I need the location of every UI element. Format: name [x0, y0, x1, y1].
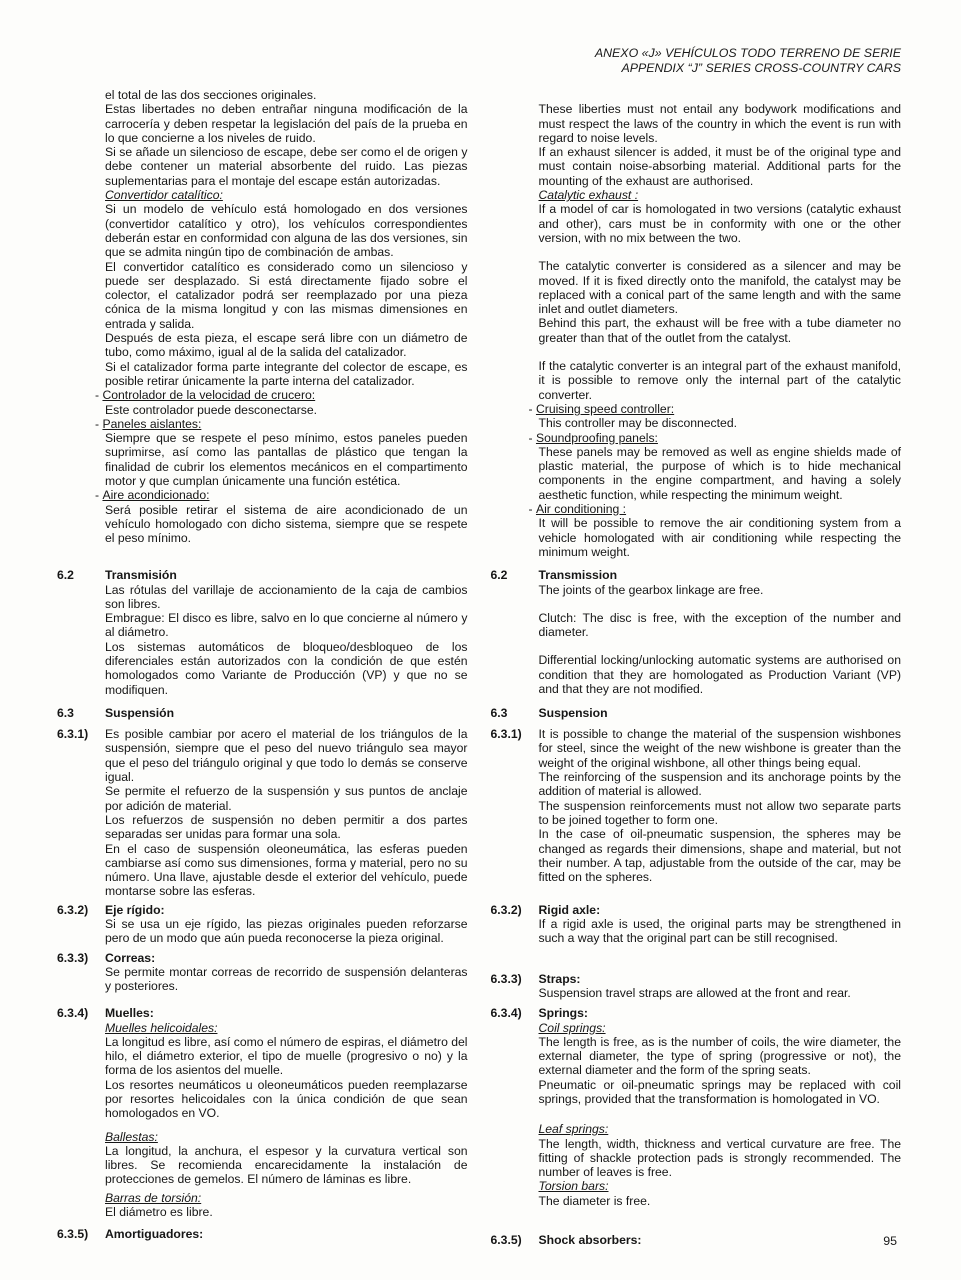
section-row — [57, 706, 901, 720]
section-row — [57, 727, 901, 899]
section-title: Suspensión — [105, 705, 175, 720]
section-number: 6.3.2) — [57, 902, 89, 917]
dash-marker: - — [528, 502, 533, 517]
column-spanish — [57, 88, 468, 102]
section-title: Rigid axle: — [538, 902, 601, 917]
section-title: Suspension — [538, 705, 608, 720]
section-title: Correas: — [105, 950, 156, 965]
subheading: - Cruising speed controller: — [528, 401, 675, 416]
paragraph: Después de esta pieza, el escape será libre con un diámetro de tubo, como máximo, igual al de la salida del catalizador. — [105, 331, 468, 360]
column-english — [491, 903, 902, 946]
section-number: 6.2 — [490, 568, 508, 583]
subheading: - Air conditioning : — [528, 502, 627, 517]
paragraph: Si el catalizador forma parte integrante del colector de escape, es posible retirar únicamente la parte interna del catalizador. — [105, 359, 468, 388]
subheading: Torsion bars: — [538, 1179, 609, 1194]
paragraph: Embrague: El disco es libre, salvo en lo que concierne al número y al diámetro. — [105, 611, 468, 640]
paragraph: Siempre que se respete el peso mínimo, estos paneles pueden suprimirse, así como las pantallas de plástico que tengan la finalidad de cubrir los elementos mecánicos en el compartimento motor y que cumplan únicamente una función estética. — [105, 431, 468, 489]
section-title: Shock absorbers: — [538, 1233, 642, 1248]
section-title: Straps: — [538, 971, 581, 986]
column-spanish — [57, 1006, 468, 1219]
section-row — [57, 102, 901, 559]
section-title: Springs: — [538, 1006, 588, 1021]
paragraph: Se permite el refuerzo de la suspensión y sus puntos de anclaje por adición de material. — [105, 784, 468, 813]
section-number: 6.3.2) — [490, 902, 522, 917]
section-row — [57, 1006, 901, 1219]
paragraph: Las rótulas del varillaje de accionamiento de la caja de cambios son libres. — [105, 582, 468, 611]
column-spanish — [57, 568, 468, 697]
paragraph: Differential locking/unlocking automatic systems are authorised on condition that they are homologated as Production Variant (VP) and that they are not modified. — [538, 653, 901, 696]
paragraph: Es posible cambiar por acero el material de los triángulos de la suspensión, siempre que el peso del nuevo triángulo sea mayor que el peso del triángulo original y que todo lo demás se conserve igual. — [105, 727, 468, 785]
subheading: Muelles helicoidales: — [105, 1020, 218, 1035]
dash-marker: - — [95, 388, 100, 403]
column-english — [491, 706, 902, 720]
paragraph: Pneumatic or oil-pneumatic springs may be replaced with coil springs, provided that the transformation is homologated in VO. — [538, 1077, 901, 1106]
paragraph: Si un modelo de vehículo está homologado en dos versiones (convertidor catalítico y otro), los vehículos correspondientes deberán estar en conformidad con alguna de las dos versiones, sin que se admita ningún tipo de combinación de ambas. — [105, 202, 468, 260]
paragraph: If the catalytic converter is an integral part of the exhaust manifold, it is possible to remove only the internal part of the catalytic converter. — [538, 359, 901, 402]
paragraph: These panels may be removed as well as engine shields made of plastic material, the purpose of which is to hide mechanical components in the engine compartment, and having a solely aesthetic function, while respecting the minimum weight. — [538, 444, 901, 502]
column-spanish — [57, 102, 468, 559]
paragraph: Si se usa un eje rígido, las piezas originales pueden reforzarse pero de un modo que aún pueda reconocerse la pieza original. — [105, 917, 468, 946]
column-spanish — [57, 727, 468, 899]
section-row — [57, 568, 901, 697]
paragraph: The length is free, as is the number of coils, the wire diameter, the external diameter, the type of spring (progressive or not), the external diameter and the form of the spring seats. — [538, 1034, 901, 1078]
column-english — [491, 1006, 902, 1219]
column-spanish — [57, 1227, 468, 1247]
paragraph: El convertidor catalítico es considerado como un silencioso y puede ser desplazado. Si está directamente fijado sobre el colector, el catalizador podrá ser reemplazado por una pieza cónica de la misma longitud y con las mismas dimensiones en entrada y salida. — [105, 259, 468, 331]
paragraph: Los resortes neumáticos u oleoneumáticos pueden reemplazarse por resortes helicoidales con la única condición de que sean homologados en VO. — [105, 1077, 468, 1121]
paragraph: el total de las dos secciones originales. — [105, 88, 317, 102]
paragraph: It will be possible to remove the air conditioning system from a vehicle homologated with air conditioning while respecting the minimum weight. — [538, 516, 901, 559]
paragraph: If a model of car is homologated in two versions (catalytic exhaust and other), cars must be in conformity with one or the other version, with no mix between the two. — [538, 202, 901, 245]
section-title: Eje rígido: — [105, 902, 165, 917]
paragraph: Behind this part, the exhaust will be free with a tube diameter no greater than that of the outlet from the catalyst. — [538, 316, 901, 345]
paragraph: In the case of oil-pneumatic suspension, the spheres may be changed as regards their dimensions, shape and material, but not their number. A tap, adjustable from the outside of the car, may be fitted on the spheres. — [538, 827, 901, 885]
column-english — [491, 88, 902, 102]
section-title: Transmission — [538, 568, 618, 583]
paragraph: Clutch: The disc is free, with the exception of the number and diameter. — [538, 610, 901, 640]
column-english — [491, 568, 902, 697]
paragraph: If an exhaust silencer is added, it must be of the original type and must contain noise-absorbing material. Additional parts for the mounting of the exhaust are authorised. — [538, 145, 901, 188]
paragraph: Si se añade un silencioso de escape, debe ser como el de origen y debe contener un material absorbente del ruido. Las piezas suplementarias para el montaje del escape están autorizadas. — [105, 145, 468, 188]
section-row — [57, 1227, 901, 1247]
section-number: 6.3.5) — [490, 1233, 522, 1248]
subheading: Ballestas: — [105, 1129, 158, 1144]
paragraph: It is possible to change the material of the suspension wishbones for steel, since the weight of the new wishbone is greater than the weight of the original wishbone, all other things being equal. — [538, 727, 901, 770]
paragraph: Los refuerzos de suspensión no deben permitir a dos partes separadas ser unidas para formar una sola. — [105, 812, 468, 842]
paragraph: En el caso de suspensión oleoneumática, las esferas pueden cambiarse así como sus dimensiones, forma y material, pero no su número. Una llave, ajustable desde el exterior del vehículo, puede montarse sobre las esferas. — [105, 841, 468, 899]
section-number: 6.3.1) — [57, 727, 89, 742]
content — [57, 88, 901, 1248]
paragraph: Suspension travel straps are allowed at the front and rear. — [538, 985, 851, 1000]
subheading: Coil springs: — [538, 1020, 606, 1035]
section-number: 6.3.4) — [57, 1006, 89, 1021]
dash-marker: - — [528, 401, 533, 416]
section-title: Transmisión — [105, 568, 177, 583]
subheading: - Paneles aislantes: — [95, 416, 202, 431]
subheading: Catalytic exhaust : — [538, 188, 639, 203]
subheading: Leaf springs: — [538, 1122, 609, 1137]
section-number: 6.3 — [490, 705, 508, 720]
subheading: Barras de torsión: — [105, 1190, 202, 1205]
paragraph: The suspension reinforcements must not allow two separate parts to be joined together to form one. — [538, 798, 901, 827]
paragraph: Estas libertades no deben entrañar ninguna modificación de la carrocería y deben respetar la legislación del país de la prueba en lo que concierne a los niveles de ruido. — [105, 102, 468, 145]
paragraph: The length, width, thickness and vertical curvature are free. The fitting of shackle protection pads is strongly recommended. The number of leaves is free. — [538, 1136, 901, 1180]
section-number: 6.3.5) — [57, 1227, 89, 1242]
page-header — [595, 46, 901, 75]
section-number: 6.2 — [57, 568, 74, 583]
section-number: 6.3.3) — [490, 971, 522, 986]
paragraph: Este controlador puede desconectarse. — [105, 402, 318, 417]
section-number: 6.3.3) — [57, 950, 89, 965]
dash-marker: - — [528, 430, 533, 445]
column-spanish — [57, 903, 468, 946]
column-english — [491, 972, 902, 1001]
paragraph: The diameter is free. — [538, 1193, 651, 1208]
header-title-english: APPENDIX “J” SERIES CROSS-COUNTRY CARS — [621, 60, 901, 75]
subheading: - Aire acondicionado: — [95, 488, 210, 503]
paragraph: If a rigid axle is used, the original parts may be strengthened in such a way that the original part can be still recognised. — [538, 917, 901, 946]
section-number: 6.3.1) — [490, 727, 522, 742]
paragraph: El diámetro es libre. — [105, 1205, 213, 1220]
paragraph: Será posible retirar el sistema de aire acondicionado de un vehículo homologado con dicho sistema, siempre que se respete el peso mínimo. — [105, 502, 468, 546]
column-english — [491, 1233, 902, 1247]
paragraph: Se permite montar correas de recorrido de suspensión delanteras y posteriores. — [105, 964, 468, 994]
dash-marker: - — [95, 416, 100, 431]
column-spanish — [57, 951, 468, 1001]
section-title: Muelles: — [105, 1006, 154, 1021]
paragraph: This controller may be disconnected. — [538, 416, 737, 431]
section-number: 6.3.4) — [490, 1006, 522, 1021]
section-number: 6.3 — [57, 705, 74, 720]
paragraph: Los sistemas automáticos de bloqueo/desbloqueo de los diferenciales están autorizados con la condición de que estén homologados como Variante de Producción (VP) y que no se modifiquen. — [105, 639, 468, 697]
column-english — [491, 102, 902, 559]
paragraph: The joints of the gearbox linkage are free. — [538, 582, 764, 597]
column-spanish — [57, 706, 468, 720]
page-number: 95 — [883, 1234, 897, 1248]
subheading: - Soundproofing panels: — [528, 430, 658, 445]
section-title: Amortiguadores: — [105, 1227, 204, 1242]
paragraph: La longitud es libre, así como el número de espiras, el diámetro del hilo, el diámetro exterior, el tipo de muelle (progresivo o no) y la forma de los asientos del muelle. — [105, 1034, 468, 1078]
paragraph: The catalytic converter is considered as a silencer and may be moved. If it is fixed directly onto the manifold, the catalyst may be replaced with a conical part of the same length and with the same inlet and outlet diameters. — [538, 259, 901, 317]
paragraph: La longitud, la anchura, el espesor y la curvatura vertical son libres. Se recomienda encarecidamente la instalación de protecciones de gemelos. El número de láminas es libre. — [105, 1143, 468, 1187]
section-row — [57, 951, 901, 1001]
column-english — [491, 727, 902, 899]
header-title-spanish: ANEXO «J» VEHÍCULOS TODO TERRENO DE SERIE — [594, 46, 901, 60]
subheading: - Controlador de la velocidad de crucero: — [95, 388, 316, 403]
section-row — [57, 903, 901, 946]
subheading: Convertidor catalítico: — [105, 188, 223, 203]
section-row — [57, 88, 901, 102]
dash-marker: - — [95, 488, 100, 503]
paragraph: These liberties must not entail any bodywork modifications and must respect the laws of the country in which the event is run with regard to noise levels. — [538, 102, 901, 145]
paragraph: The reinforcing of the suspension and its anchorage points by the addition of material is allowed. — [538, 770, 901, 799]
